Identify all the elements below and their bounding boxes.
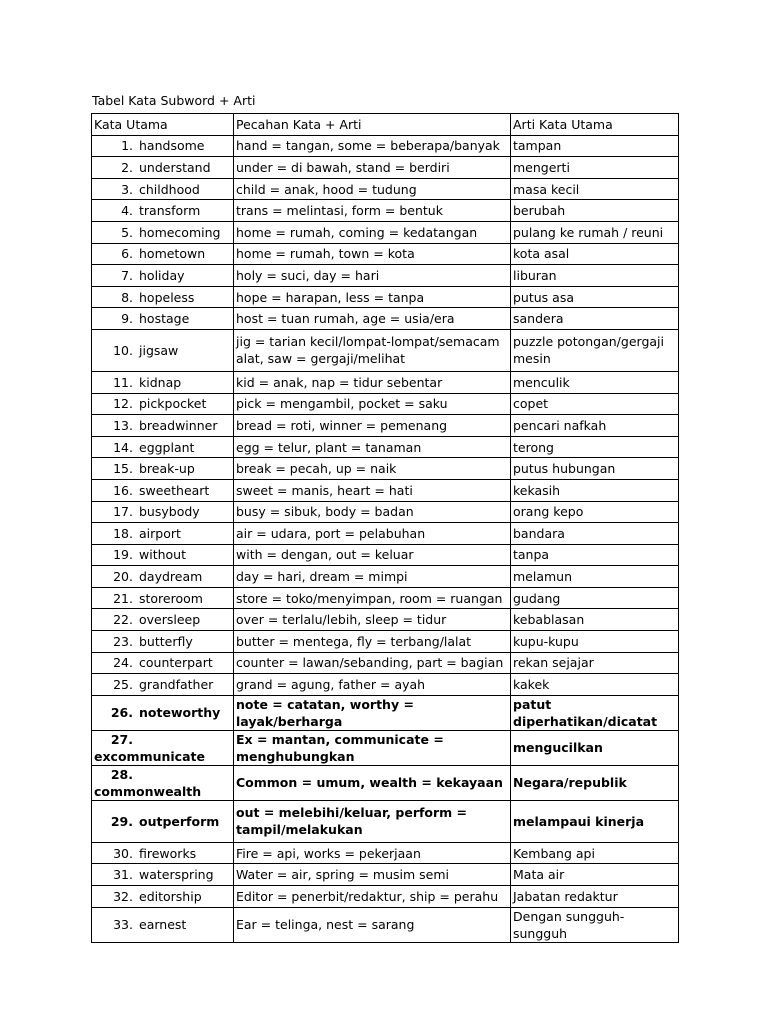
cell-kata-utama	[92, 695, 234, 730]
table-row	[92, 631, 679, 653]
cell-pecahan-kata: Fire = api, works = pekerjaan	[234, 842, 511, 864]
table-row	[92, 178, 679, 200]
row-number: 19.	[113, 547, 133, 563]
cell-pecahan-kata: kid = anak, nap = tidur sebentar	[234, 371, 511, 393]
cell-arti-kata-utama: kota asal	[511, 243, 679, 265]
cell-kata-utama	[92, 265, 234, 287]
main-word: hostage	[139, 311, 190, 327]
cell-pecahan-kata: bread = roti, winner = pemenang	[234, 415, 511, 437]
cell-pecahan-kata: jig = tarian kecil/lompat-lompat/semacam alat, saw = gergaji/melihat	[234, 329, 511, 371]
cell-pecahan-kata: break = pecah, up = naik	[234, 458, 511, 480]
main-word: hopeless	[139, 289, 195, 305]
row-number: 9.	[121, 311, 133, 327]
cell-kata-utama	[92, 566, 234, 588]
row-number: 24.	[113, 655, 133, 671]
row-number: 14.	[113, 439, 133, 455]
cell-kata-utama	[92, 393, 234, 415]
cell-kata-utama	[92, 544, 234, 566]
main-word: outperform	[139, 813, 220, 829]
row-number: 22.	[113, 612, 133, 628]
table-row	[92, 523, 679, 545]
cell-arti-kata-utama: pulang ke rumah / reuni	[511, 221, 679, 243]
main-word: waterspring	[139, 867, 214, 883]
row-number: 25.	[113, 677, 133, 693]
cell-arti-kata-utama: masa kecil	[511, 178, 679, 200]
main-word: hometown	[139, 246, 206, 262]
cell-arti-kata-utama: pencari nafkah	[511, 415, 679, 437]
cell-kata-utama	[92, 609, 234, 631]
cell-arti-kata-utama: menculik	[511, 371, 679, 393]
cell-arti-kata-utama: gudang	[511, 587, 679, 609]
row-number: 26.	[110, 705, 133, 721]
row-number: 23.	[113, 633, 133, 649]
row-number: 17.	[113, 504, 133, 520]
table-row	[92, 308, 679, 330]
cell-kata-utama	[92, 587, 234, 609]
column-header-kata-utama: Kata Utama	[92, 114, 234, 136]
cell-arti-kata-utama: berubah	[511, 200, 679, 222]
cell-kata-utama	[92, 800, 234, 842]
table-row	[92, 587, 679, 609]
cell-pecahan-kata: over = terlalu/lebih, sleep = tidur	[234, 609, 511, 631]
cell-pecahan-kata: trans = melintasi, form = bentuk	[234, 200, 511, 222]
main-word: break-up	[139, 461, 195, 477]
cell-kata-utama	[92, 200, 234, 222]
table-row	[92, 436, 679, 458]
cell-arti-kata-utama: terong	[511, 436, 679, 458]
row-number: 29.	[110, 813, 133, 829]
cell-pecahan-kata: egg = telur, plant = tanaman	[234, 436, 511, 458]
row-number: 15.	[113, 461, 133, 477]
row-number: 8.	[121, 289, 133, 305]
row-number: 13.	[113, 417, 133, 433]
cell-pecahan-kata: busy = sibuk, body = badan	[234, 501, 511, 523]
table-body	[92, 114, 679, 943]
cell-kata-utama	[92, 221, 234, 243]
table-row	[92, 730, 679, 765]
cell-kata-utama	[92, 178, 234, 200]
cell-pecahan-kata: store = toko/menyimpan, room = ruangan	[234, 587, 511, 609]
main-word: jigsaw	[139, 342, 179, 358]
table-row	[92, 458, 679, 480]
table-row	[92, 265, 679, 287]
main-word: earnest	[139, 917, 187, 933]
main-word: childhood	[139, 181, 200, 197]
main-word: sweetheart	[139, 482, 210, 498]
cell-kata-utama	[92, 458, 234, 480]
table-row	[92, 135, 679, 157]
cell-kata-utama	[92, 415, 234, 437]
cell-kata-utama	[92, 523, 234, 545]
table-row	[92, 609, 679, 631]
row-number: 31.	[113, 867, 133, 883]
cell-pecahan-kata: Ex = mantan, communicate = menghubungkan	[234, 730, 511, 765]
cell-arti-kata-utama: sandera	[511, 308, 679, 330]
cell-arti-kata-utama: mengerti	[511, 157, 679, 179]
cell-arti-kata-utama: tanpa	[511, 544, 679, 566]
row-number: 2.	[121, 159, 133, 175]
row-number: 28.	[110, 766, 133, 782]
main-word: without	[139, 547, 186, 563]
cell-arti-kata-utama: putus asa	[511, 286, 679, 308]
cell-kata-utama	[92, 308, 234, 330]
main-word: kidnap	[139, 374, 182, 390]
cell-pecahan-kata: Ear = telinga, nest = sarang	[234, 907, 511, 942]
main-word: butterfly	[139, 633, 193, 649]
row-number: 18.	[113, 525, 133, 541]
cell-arti-kata-utama: mengucilkan	[511, 730, 679, 765]
cell-kata-utama	[92, 765, 234, 800]
main-word: excommunicate	[94, 748, 205, 764]
column-header-pecahan-kata: Pecahan Kata + Arti	[234, 114, 511, 136]
cell-pecahan-kata: under = di bawah, stand = berdiri	[234, 157, 511, 179]
main-word: breadwinner	[139, 417, 218, 433]
cell-arti-kata-utama: Dengan sungguh-sungguh	[511, 907, 679, 942]
main-word: fireworks	[139, 845, 197, 861]
table-row	[92, 566, 679, 588]
cell-kata-utama	[92, 501, 234, 523]
row-number: 6.	[121, 246, 133, 262]
cell-pecahan-kata: hand = tangan, some = beberapa/banyak	[234, 135, 511, 157]
row-number: 21.	[113, 590, 133, 606]
cell-pecahan-kata: holy = suci, day = hari	[234, 265, 511, 287]
cell-kata-utama	[92, 730, 234, 765]
cell-arti-kata-utama: putus hubungan	[511, 458, 679, 480]
row-number: 27.	[110, 731, 133, 747]
cell-pecahan-kata: air = udara, port = pelabuhan	[234, 523, 511, 545]
cell-pecahan-kata: hope = harapan, less = tanpa	[234, 286, 511, 308]
table-row	[92, 200, 679, 222]
table-row	[92, 479, 679, 501]
cell-arti-kata-utama: Negara/republik	[511, 765, 679, 800]
table-header-row	[92, 114, 679, 136]
cell-kata-utama	[92, 479, 234, 501]
cell-pecahan-kata: Common = umum, wealth = kekayaan	[234, 765, 511, 800]
table-row	[92, 674, 679, 696]
cell-kata-utama	[92, 243, 234, 265]
main-word: commonwealth	[94, 783, 202, 799]
main-word: oversleep	[139, 612, 201, 628]
row-number: 11.	[113, 374, 133, 390]
cell-kata-utama	[92, 864, 234, 886]
row-number: 20.	[113, 569, 133, 585]
table-row	[92, 415, 679, 437]
main-word: grandfather	[139, 677, 214, 693]
cell-pecahan-kata: Water = air, spring = musim semi	[234, 864, 511, 886]
table-row	[92, 652, 679, 674]
cell-pecahan-kata: sweet = manis, heart = hati	[234, 479, 511, 501]
cell-kata-utama	[92, 631, 234, 653]
cell-kata-utama	[92, 674, 234, 696]
main-word: editorship	[139, 888, 202, 904]
row-number: 7.	[121, 267, 133, 283]
main-word: transform	[139, 203, 201, 219]
cell-pecahan-kata: note = catatan, worthy = layak/berharga	[234, 695, 511, 730]
cell-arti-kata-utama: bandara	[511, 523, 679, 545]
table-row	[92, 329, 679, 371]
main-word: homecoming	[139, 224, 221, 240]
cell-arti-kata-utama: copet	[511, 393, 679, 415]
cell-pecahan-kata: counter = lawan/sebanding, part = bagian	[234, 652, 511, 674]
row-number: 12.	[113, 396, 133, 412]
row-number: 32.	[113, 888, 133, 904]
cell-arti-kata-utama: kekasih	[511, 479, 679, 501]
main-word: airport	[139, 525, 181, 541]
main-word: storeroom	[139, 590, 203, 606]
main-word: counterpart	[139, 655, 213, 671]
cell-arti-kata-utama: rekan sejajar	[511, 652, 679, 674]
table-row	[92, 544, 679, 566]
table-row	[92, 221, 679, 243]
cell-kata-utama	[92, 135, 234, 157]
cell-pecahan-kata: home = rumah, town = kota	[234, 243, 511, 265]
cell-arti-kata-utama: melamun	[511, 566, 679, 588]
table-row	[92, 243, 679, 265]
row-number: 4.	[121, 203, 133, 219]
cell-kata-utama	[92, 886, 234, 908]
main-word: busybody	[139, 504, 200, 520]
cell-pecahan-kata: Editor = penerbit/redaktur, ship = perahu	[234, 886, 511, 908]
main-word: understand	[139, 159, 211, 175]
table-row	[92, 157, 679, 179]
table-row	[92, 907, 679, 942]
table-row	[92, 765, 679, 800]
table-row	[92, 842, 679, 864]
main-word: eggplant	[139, 439, 195, 455]
row-number: 3.	[121, 181, 133, 197]
cell-pecahan-kata: pick = mengambil, pocket = saku	[234, 393, 511, 415]
table-row	[92, 864, 679, 886]
cell-kata-utama	[92, 371, 234, 393]
row-number: 5.	[121, 224, 133, 240]
document-title: Tabel Kata Subword + Arti	[92, 93, 256, 108]
cell-arti-kata-utama: melampaui kinerja	[511, 800, 679, 842]
cell-kata-utama	[92, 652, 234, 674]
main-word: pickpocket	[139, 396, 207, 412]
table-row	[92, 501, 679, 523]
subword-table	[91, 113, 679, 943]
main-word: holiday	[139, 267, 185, 283]
cell-pecahan-kata: butter = mentega, fly = terbang/lalat	[234, 631, 511, 653]
table-row	[92, 800, 679, 842]
cell-kata-utama	[92, 286, 234, 308]
cell-arti-kata-utama: patut diperhatikan/dicatat	[511, 695, 679, 730]
cell-kata-utama	[92, 436, 234, 458]
cell-arti-kata-utama: orang kepo	[511, 501, 679, 523]
row-number: 33.	[113, 917, 133, 933]
cell-pecahan-kata: day = hari, dream = mimpi	[234, 566, 511, 588]
cell-arti-kata-utama: Mata air	[511, 864, 679, 886]
cell-arti-kata-utama: puzzle potongan/gergaji mesin	[511, 329, 679, 371]
table-row	[92, 371, 679, 393]
table-row	[92, 393, 679, 415]
cell-kata-utama	[92, 842, 234, 864]
table-row	[92, 286, 679, 308]
cell-kata-utama	[92, 157, 234, 179]
cell-arti-kata-utama: tampan	[511, 135, 679, 157]
main-word: daydream	[139, 569, 203, 585]
row-number: 1.	[121, 138, 133, 154]
cell-kata-utama	[92, 329, 234, 371]
cell-pecahan-kata: home = rumah, coming = kedatangan	[234, 221, 511, 243]
cell-arti-kata-utama: kakek	[511, 674, 679, 696]
cell-pecahan-kata: with = dengan, out = keluar	[234, 544, 511, 566]
cell-pecahan-kata: grand = agung, father = ayah	[234, 674, 511, 696]
cell-pecahan-kata: child = anak, hood = tudung	[234, 178, 511, 200]
row-number: 16.	[113, 482, 133, 498]
cell-arti-kata-utama: kupu-kupu	[511, 631, 679, 653]
cell-pecahan-kata: out = melebihi/keluar, perform = tampil/melakukan	[234, 800, 511, 842]
column-header-arti-kata-utama: Arti Kata Utama	[511, 114, 679, 136]
cell-arti-kata-utama: liburan	[511, 265, 679, 287]
table-row	[92, 886, 679, 908]
main-word: noteworthy	[139, 705, 221, 721]
main-word: handsome	[139, 138, 205, 154]
cell-pecahan-kata: host = tuan rumah, age = usia/era	[234, 308, 511, 330]
cell-arti-kata-utama: Jabatan redaktur	[511, 886, 679, 908]
cell-kata-utama	[92, 907, 234, 942]
table-row	[92, 695, 679, 730]
row-number: 10.	[113, 342, 133, 358]
cell-arti-kata-utama: Kembang api	[511, 842, 679, 864]
row-number: 30.	[113, 845, 133, 861]
cell-arti-kata-utama: kebablasan	[511, 609, 679, 631]
